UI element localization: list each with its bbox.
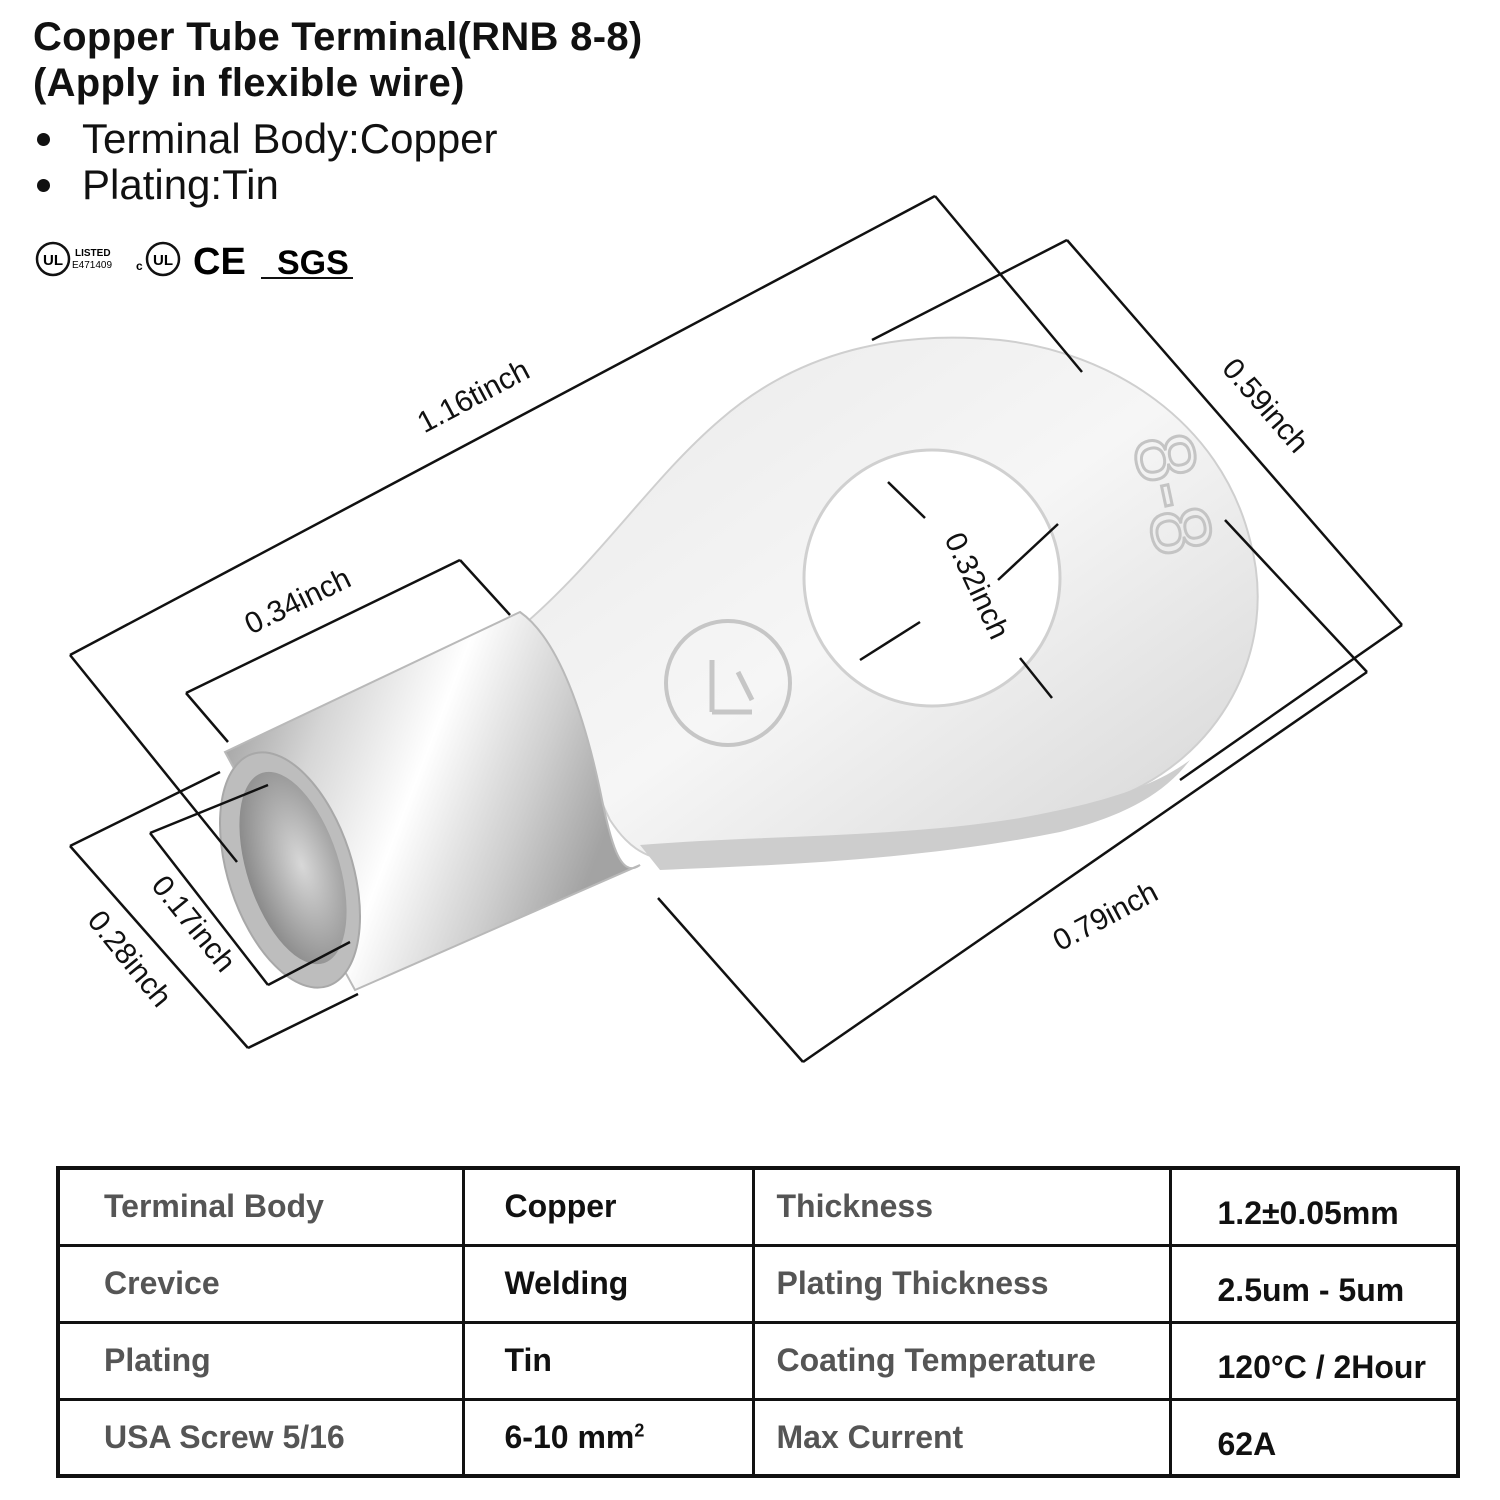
spec-label: Crevice (58, 1245, 463, 1322)
dim-hole-diameter: 0.32inch (937, 527, 1016, 645)
spec-value: 2.5um - 5um (1170, 1245, 1458, 1322)
table-row (58, 1168, 1458, 1245)
dim-ring-width: 0.59inch (1215, 352, 1315, 460)
product-title: Copper Tube Terminal(RNB 8-8) (33, 15, 643, 59)
table-row (58, 1245, 1458, 1322)
spec-label: Plating Thickness (753, 1245, 1170, 1322)
spec-value: Tin (463, 1322, 753, 1399)
spec-value: 62A (1170, 1399, 1458, 1476)
cul-mark-text: UL (153, 252, 173, 269)
feature-text: Plating:Tin (82, 161, 279, 208)
ul-mark-text: UL (43, 252, 63, 269)
spec-label: Terminal Body (58, 1168, 463, 1245)
ce-logo: CE (193, 241, 246, 283)
bullet-icon (37, 133, 50, 146)
spec-value: Welding (463, 1245, 753, 1322)
dim-inner-diameter: 0.17inch (144, 869, 242, 979)
spec-table (56, 1166, 1460, 1478)
ul-listed-text: LISTED (75, 248, 111, 259)
spec-label: USA Screw 5/16 (58, 1399, 463, 1476)
dim-ring-length: 0.79inch (1047, 875, 1164, 958)
table-row (58, 1399, 1458, 1476)
cul-prefix-text: c (136, 259, 143, 273)
sgs-text: SGS (277, 244, 349, 282)
ul-number-text: E471409 (72, 260, 113, 271)
spec-value: 6-10 mm (504, 1418, 635, 1455)
spec-label: Max Current (753, 1399, 1170, 1476)
terminal-dimension-drawing (0, 180, 1500, 1080)
stamp-size-text: 8-8 (1114, 424, 1232, 564)
terminal-hole (804, 450, 1060, 706)
dim-outer-diameter: 0.28inch (80, 904, 178, 1014)
spec-value: 120°C / 2Hour (1170, 1322, 1458, 1399)
spec-value-superscript: 2 (634, 1420, 645, 1441)
spec-label: Coating Temperature (753, 1322, 1170, 1399)
spec-value-cell (463, 1399, 753, 1476)
spec-value: 1.2±0.05mm (1170, 1168, 1458, 1245)
product-subtitle: (Apply in flexible wire) (33, 61, 465, 105)
table-row (58, 1322, 1458, 1399)
spec-label: Thickness (753, 1168, 1170, 1245)
spec-label: Plating (58, 1322, 463, 1399)
dim-overall-length: 1.16tinch (412, 353, 536, 440)
dim-barrel-length: 0.34inch (239, 561, 357, 642)
feature-item (33, 116, 498, 162)
feature-text: Terminal Body:Copper (82, 115, 498, 162)
spec-value: Copper (463, 1168, 753, 1245)
